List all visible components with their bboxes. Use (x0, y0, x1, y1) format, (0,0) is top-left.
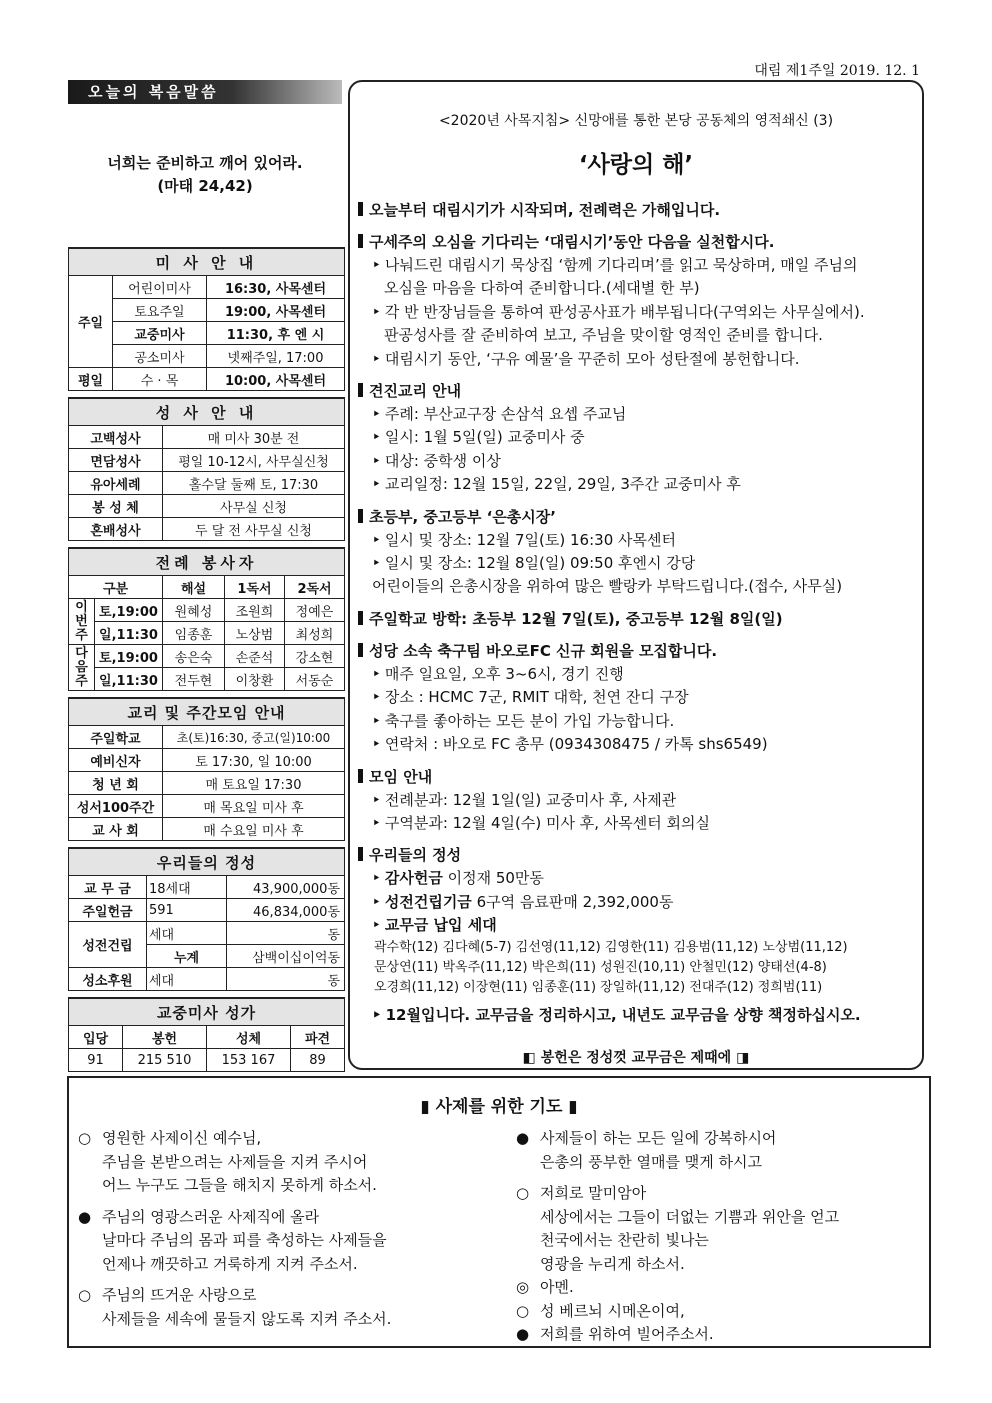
notice-item: ‣ 축구를 좋아하는 모든 분이 가입 가능합니다. (358, 710, 920, 733)
offering-detail: 이정재 50만동 (442, 869, 544, 888)
offering-label: 교무금 납입 세대 (384, 916, 497, 935)
donor-names: 곽수학(12) 김다혜(5-7) 김선영(11,12) 김영한(11) 김용범(11,12) 노상범(11,12) (374, 939, 848, 955)
server-name: 정예은 (285, 599, 345, 622)
prayer-line: 주님을 본받으려는 사제들을 지켜 주시어 (102, 1152, 368, 1171)
prayer-line: 천국에서는 찬란히 빛나는 (540, 1231, 709, 1249)
prayer-line: 아멘. (540, 1278, 574, 1296)
notice-item: ‣ 매주 일요일, 오후 3~6시, 경기 진행 (358, 663, 920, 686)
notice-item (358, 891, 920, 914)
offering-name: 성전건립 (69, 922, 147, 968)
verse-mark: ○ (78, 1286, 92, 1304)
choir-header: 봉헌 (123, 1026, 207, 1049)
sacrament-name: 혼배성사 (69, 518, 163, 541)
mass-time: 16:30, 사목센터 (207, 276, 345, 299)
offering-detail: 6구역 음료판매 2,392,000동 (471, 892, 674, 911)
notice-heading: 견진교리 안내 (358, 379, 920, 403)
server-time: 일,11:30 (95, 622, 163, 645)
verse-mark: ○ (516, 1301, 530, 1320)
sacrament-name: 봉 성 체 (69, 495, 163, 518)
server-name: 임종훈 (163, 622, 225, 645)
offerings-title: 우리들의 정성 (69, 848, 345, 876)
group-label: 이번주 (69, 599, 95, 645)
offering-sub: 591 (147, 899, 227, 922)
choir-table (68, 997, 345, 1072)
servers-header: 구분 (69, 576, 163, 599)
server-name: 조원희 (225, 599, 285, 622)
prayer-left (78, 1127, 498, 1331)
notice-item: ‣ 연락처 : 바오로 FC 총무 (0934308475 / 카톡 shs6549) (358, 733, 920, 756)
choir-header: 파견 (291, 1026, 345, 1049)
notice-item: ‣ 일시 및 장소: 12월 8일(일) 09:50 후엔시 강당 (358, 552, 920, 575)
choir-value: 215 510 (123, 1049, 207, 1072)
choir-header: 입당 (69, 1026, 123, 1049)
sacrament-name: 고백성사 (69, 426, 163, 449)
prayer-verse (516, 1323, 921, 1347)
notice-item: ‣ 일시 및 장소: 12월 7일(토) 16:30 사목센터 (358, 529, 920, 552)
prayer-verse (78, 1127, 498, 1198)
gospel-title: 오늘의 복음말씀 (88, 83, 219, 101)
prayer-line: 영원한 사제이신 예수님, (102, 1129, 262, 1147)
prayer-line: 어느 누구도 그들을 해치지 못하게 하소서. (102, 1176, 377, 1194)
gatherings-table (68, 697, 345, 841)
offerings-table (68, 847, 345, 991)
notice-heading: 우리들의 정성 (358, 843, 920, 867)
gathering-value: 매 목요일 미사 후 (163, 795, 345, 818)
donor-names: 오경희(11,12) 이장현(11) 임종훈(11) 장일하(11,12) 전대주(12) 정희범(11) (374, 979, 823, 995)
prayer-line: 주님의 영광스러운 사제직에 올라 (102, 1207, 320, 1226)
mass-time: 11:30, 후 엔 시 (207, 322, 345, 345)
mass-time: 19:00, 사목센터 (207, 299, 345, 322)
sunday-label: 주일 (69, 276, 113, 368)
gospel-header (68, 80, 342, 104)
mass-title: 미 사 안 내 (69, 248, 345, 276)
offering-label: 성전건립기금 (384, 892, 472, 911)
gathering-value: 매 토요일 17:30 (163, 772, 345, 795)
donor-names: 문상연(11) 박옥주(11,12) 박은희(11) 성원진(10,11) 안철민(12) 양태선(4-8) (374, 959, 827, 975)
servers-table (68, 547, 345, 691)
choir-value: 89 (291, 1049, 345, 1072)
sacrament-name: 면담성사 (69, 449, 163, 472)
gathering-value: 초(토)16:30, 중고(일)10:00 (163, 726, 345, 749)
server-name: 손준석 (225, 645, 285, 668)
pastoral-subtitle: <2020년 사목지침> 신망애를 통한 본당 공동체의 영적쇄신 (3) (438, 113, 834, 129)
offering-value: 동 (227, 922, 345, 945)
weekday-label: 평일 (69, 368, 113, 391)
server-time: 토,19:00 (95, 599, 163, 622)
mass-name: 교중미사 (113, 322, 207, 345)
gathering-name: 교 사 회 (69, 818, 163, 841)
notice-heading: 모임 안내 (358, 765, 920, 789)
choir-title: 교중미사 성가 (69, 998, 345, 1026)
prayer-line: 사제들이 하는 모든 일에 강복하시어 (540, 1129, 777, 1147)
offering-value: 삼백이십이억동 (227, 945, 345, 968)
offering-label: 감사헌금 (384, 869, 443, 888)
notice-item: ‣ 전례분과: 12월 1일(일) 교중미사 후, 사제관 (358, 789, 920, 812)
gospel-verse (68, 152, 342, 198)
server-name: 노상범 (225, 622, 285, 645)
group-label: 다음주 (69, 645, 95, 691)
prayer-line: 날마다 주님의 몸과 피를 축성하는 사제들을 (102, 1231, 387, 1249)
notice-item: ‣ 대림시기 동안, ‘구유 예물’을 꾸준히 모아 성탄절에 봉헌합니다. (358, 348, 920, 371)
sacrament-value: 홀수달 둘째 토, 17:30 (163, 472, 345, 495)
offering-name: 교 무 금 (69, 876, 147, 899)
prayer-line: 저희를 위하여 빌어주소서. (540, 1325, 714, 1343)
prayer-line: 언제나 깨끗하고 거룩하게 지켜 주소서. (102, 1254, 358, 1273)
verse-mark: ● (516, 1129, 530, 1147)
server-name: 최성희 (285, 622, 345, 645)
sacrament-value: 두 달 전 사무실 신청 (163, 518, 345, 541)
mass-time: 10:00, 사목센터 (207, 368, 345, 391)
prayer-line: 주님의 뜨거운 사랑으로 (102, 1286, 257, 1304)
offering-value: 43,900,000동 (227, 876, 345, 899)
server-time: 토,19:00 (95, 645, 163, 668)
notice-item: ‣ 주례: 부산교구장 손삼석 요셉 주교님 (358, 403, 920, 426)
notice-heading: 초등부, 중고등부 ‘은총시장’ (358, 505, 920, 529)
notice-heading: 성당 소속 축구팀 바오로FC 신규 회원을 모집합니다. (358, 639, 920, 663)
notice-item: ‣ 교리일정: 12월 15일, 22일, 29일, 3주간 교중미사 후 (358, 473, 920, 496)
servers-header: 2독서 (285, 576, 345, 599)
sacraments-table (68, 397, 345, 541)
notice-heading: 주일학교 방학: 초등부 12월 7일(토), 중고등부 12월 8일(일) (358, 607, 920, 631)
prayer-line: 성 베르뇌 시메온이여, (540, 1301, 685, 1320)
server-name: 전두현 (163, 668, 225, 691)
choir-header: 성체 (207, 1026, 291, 1049)
offering-name: 성소후원 (69, 968, 147, 991)
sacrament-value: 매 미사 30분 전 (163, 426, 345, 449)
verse-mark: ○ (516, 1184, 530, 1202)
notice-item: ‣ 나눠드린 대림시기 묵상집 ‘함께 기다리며’를 읽고 묵상하며, 매일 주님의 (358, 254, 920, 277)
offering-sub: 세대 (147, 922, 227, 945)
mass-name: 공소미사 (113, 345, 207, 368)
prayer-line: 은총의 풍부한 열매를 맺게 하시고 (540, 1152, 762, 1171)
prayer-line: 영광을 누리게 하소서. (540, 1254, 685, 1273)
notice-item: ‣ 구역분과: 12월 4일(수) 미사 후, 사목센터 회의실 (358, 812, 920, 835)
gathering-name: 청 년 회 (69, 772, 163, 795)
bulletin-date: 대림 제1주일 2019. 12. 1 (754, 63, 920, 79)
server-name: 송은숙 (163, 645, 225, 668)
verse-mark: ◎ (516, 1278, 530, 1296)
notice-item: ‣ 일시: 1월 5일(일) 교중미사 중 (358, 426, 920, 449)
gathering-value: 토 17:30, 일 10:00 (163, 749, 345, 772)
notice-item (358, 914, 920, 937)
sacraments-title: 성 사 안 내 (69, 398, 345, 426)
gathering-name: 예비신자 (69, 749, 163, 772)
choir-value: 153 167 (207, 1049, 291, 1072)
notice-item: ‣ 각 반 반장님들을 통하여 판성공사표가 배부됩니다(구역외는 사무실에서). (358, 301, 920, 324)
sacrament-name: 유아세례 (69, 472, 163, 495)
notice-item-cont: 오심을 마음을 다하여 준비합니다.(세대별 한 부) (384, 279, 700, 298)
prayer-line: 세상에서는 그들이 더없는 기쁨과 위안을 얻고 (540, 1207, 840, 1226)
prayer-verse (516, 1182, 921, 1276)
footer-motto: ◧ 봉헌은 정성껏 교무금은 제때에 ◨ (522, 1050, 750, 1066)
gathering-value: 매 수요일 미사 후 (163, 818, 345, 841)
servers-title: 전례 봉사자 (69, 548, 345, 576)
gatherings-title: 교리 및 주간모임 안내 (69, 698, 345, 726)
mass-table (68, 247, 345, 391)
server-name: 강소현 (285, 645, 345, 668)
server-name: 이창환 (225, 668, 285, 691)
offering-name: 주일헌금 (69, 899, 147, 922)
server-name: 서동순 (285, 668, 345, 691)
prayer-line: 저희로 말미암아 (540, 1184, 647, 1202)
verse-mark: ● (516, 1325, 530, 1343)
notice-item: ‣ 12월입니다. 교무금을 정리하시고, 내년도 교무금을 상향 책정하십시오. (358, 1004, 920, 1027)
mass-name: 토요주일 (113, 299, 207, 322)
verse-mark: ● (78, 1207, 92, 1226)
notice-heading: 오늘부터 대림시기가 시작되며, 전례력은 가해입니다. (358, 198, 920, 222)
sacrament-value: 평일 10-12시, 사무실신청 (163, 449, 345, 472)
gathering-name: 성서100주간 (69, 795, 163, 818)
notice-heading: 구세주의 오심을 기다리는 ‘대림시기’동안 다음을 실천합시다. (358, 230, 920, 254)
notice-content (358, 196, 920, 1027)
gathering-name: 주일학교 (69, 726, 163, 749)
offering-value: 46,834,000동 (227, 899, 345, 922)
gospel-line: 너희는 준비하고 깨어 있어라. (107, 154, 303, 172)
prayer-verse (516, 1300, 921, 1324)
gospel-reference: (마태 24,42) (157, 177, 253, 195)
sacrament-value: 사무실 신청 (163, 495, 345, 518)
offering-sub: 누계 (147, 945, 227, 968)
server-time: 일,11:30 (95, 668, 163, 691)
choir-value: 91 (69, 1049, 123, 1072)
prayer-verse (78, 1206, 498, 1277)
notice-item (358, 867, 920, 890)
mass-name: 수 · 목 (113, 368, 207, 391)
prayer-verse (78, 1284, 498, 1331)
offering-value: 동 (227, 968, 345, 991)
servers-header: 1독서 (225, 576, 285, 599)
servers-header: 해설 (163, 576, 225, 599)
prayer-line: 사제들을 세속에 물들지 않도록 지켜 주소서. (102, 1309, 392, 1328)
prayer-title: ▮ 사제를 위한 기도 ▮ (420, 1097, 578, 1117)
server-name: 원혜성 (163, 599, 225, 622)
pastoral-title: ‘사랑의 해’ (578, 152, 694, 178)
prayer-right (516, 1127, 921, 1347)
notice-item-cont: 판공성사를 잘 준비하여 보고, 주님을 맞이할 영적인 준비를 합니다. (384, 326, 823, 345)
notice-item: ‣ 장소 : HCMC 7군, RMIT 대학, 천연 잔디 구장 (358, 686, 920, 709)
verse-mark: ○ (78, 1129, 92, 1147)
notice-item: ‣ 대상: 중학생 이상 (358, 450, 920, 473)
mass-time: 넷째주일, 17:00 (207, 345, 345, 368)
notice-note: 어린이들의 은총시장을 위하여 많은 빨랑카 부탁드립니다.(접수, 사무실) (372, 577, 843, 596)
offering-sub: 세대 (147, 968, 227, 991)
mass-name: 어린이미사 (113, 276, 207, 299)
prayer-verse (516, 1276, 921, 1300)
offering-sub: 18세대 (147, 876, 227, 899)
prayer-verse (516, 1127, 921, 1174)
